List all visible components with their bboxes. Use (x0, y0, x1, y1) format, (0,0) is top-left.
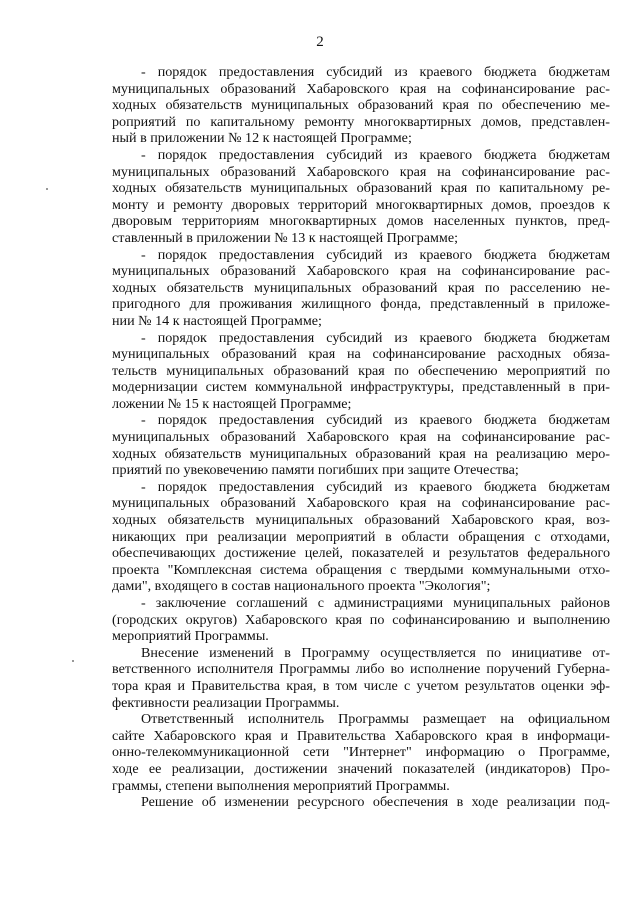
text-line: ный в приложении № 12 к настоящей Программе; (112, 130, 412, 147)
text-line: ходных обязательств муниципальных образований края на реализацию меро- (112, 445, 610, 462)
text-line: обеспечивающих достижение целей, показателей и результатов федерального (112, 545, 610, 562)
text-line: ходе ее реализации, достижении значений показателей (индикаторов) Про- (112, 760, 610, 777)
text-line: никающих при реализации мероприятий в области обращения с отходами, (112, 528, 610, 545)
text-line: монту и ремонту дворовых территорий многоквартирных домов, проездов к (112, 196, 610, 213)
text-line: - порядок предоставления субсидий из краевого бюджета бюджетам (141, 64, 610, 80)
page-number: 2 (316, 34, 324, 50)
text-line: (городских округов) Хабаровского края по софинансированию и выполнению (112, 611, 610, 628)
text-line: онно-телекоммуникационной сети "Интернет" информацию о Программе, (112, 744, 610, 761)
text-line: приятий по увековечению памяти погибших при защите Отечества; (112, 462, 519, 479)
text-line: ложении № 15 к настоящей Программе; (112, 395, 352, 412)
text-line: нии № 14 к настоящей Программе; (112, 312, 322, 329)
text-line: - порядок предоставления субсидий из краевого бюджета бюджетам (141, 146, 610, 163)
text-line: проекта "Комплексная система обращения с твердыми коммунальными отхо- (112, 561, 610, 578)
text-line: дворовым территориям многоквартирных домов населенных пунктов, пред- (112, 213, 610, 230)
text-line: - порядок предоставления субсидий из краевого бюджета бюджетам (141, 478, 610, 495)
scan-speck (72, 660, 74, 662)
text-line: ходных обязательств муниципальных образований края по расселению не- (112, 279, 610, 296)
text-line: роприятий по капитальному ремонту многоквартирных домов, представлен- (112, 113, 610, 130)
text-line: тора края и Правительства края, в том числе с учетом результатов оценки эф- (112, 677, 610, 694)
text-line: - заключение соглашений с администрациями муниципальных районов (141, 595, 610, 611)
text-line: муниципальных образований края на софинансирование расходных обяза- (112, 346, 610, 363)
text-line: муниципальных образований Хабаровского края на софинансирование рас- (112, 263, 610, 280)
text-line: дами", входящего в состав национального проекта "Экология"; (112, 578, 491, 595)
text-line: граммы, степени выполнения мероприятий Программы. (112, 777, 450, 794)
scan-speck (46, 188, 48, 190)
text-line: тельств муниципальных образований края по обеспечению мероприятий по (112, 362, 610, 379)
text-line: мероприятий Программы. (112, 628, 269, 645)
text-line: ходных обязательств муниципальных образований Хабаровского края, воз- (112, 512, 610, 529)
text-line: пригодного для проживания жилищного фонда, представленный в приложе- (112, 296, 610, 313)
text-line: муниципальных образований Хабаровского края на софинансирование рас- (112, 163, 610, 180)
text-line: Решение об изменении ресурсного обеспечения в ходе реализации под- (141, 794, 610, 811)
text-line: - порядок предоставления субсидий из краевого бюджета бюджетам (141, 329, 610, 346)
text-line: ходных обязательств муниципальных образований края по обеспечению ме- (112, 97, 610, 114)
text-line: - порядок предоставления субсидий из краевого бюджета бюджетам (141, 246, 610, 263)
text-line: - порядок предоставления субсидий из краевого бюджета бюджетам (141, 412, 610, 429)
text-line: фективности реализации Программы. (112, 694, 340, 711)
text-line: Внесение изменений в Программу осуществляется по инициативе от- (141, 644, 610, 661)
document-body (112, 64, 610, 811)
text-line: модернизации систем коммунальной инфраструктуры, представленный в при- (112, 379, 610, 396)
text-line: сайте Хабаровского края и Правительства Хабаровского края в информаци- (112, 727, 610, 744)
text-line: ходных обязательств муниципальных образований края по капитальному ре- (112, 180, 610, 197)
text-line: муниципальных образований Хабаровского края на софинансирование рас- (112, 80, 610, 97)
text-line: Ответственный исполнитель Программы размещает на официальном (141, 711, 610, 728)
text-line: ставленный в приложении № 13 к настоящей Программе; (112, 229, 458, 246)
text-line: ветственного исполнителя Программы либо во исполнение поручений Губерна- (112, 661, 610, 678)
text-line: муниципальных образований Хабаровского края на софинансирование рас- (112, 429, 610, 446)
text-line: муниципальных образований Хабаровского края на софинансирование рас- (112, 495, 610, 512)
